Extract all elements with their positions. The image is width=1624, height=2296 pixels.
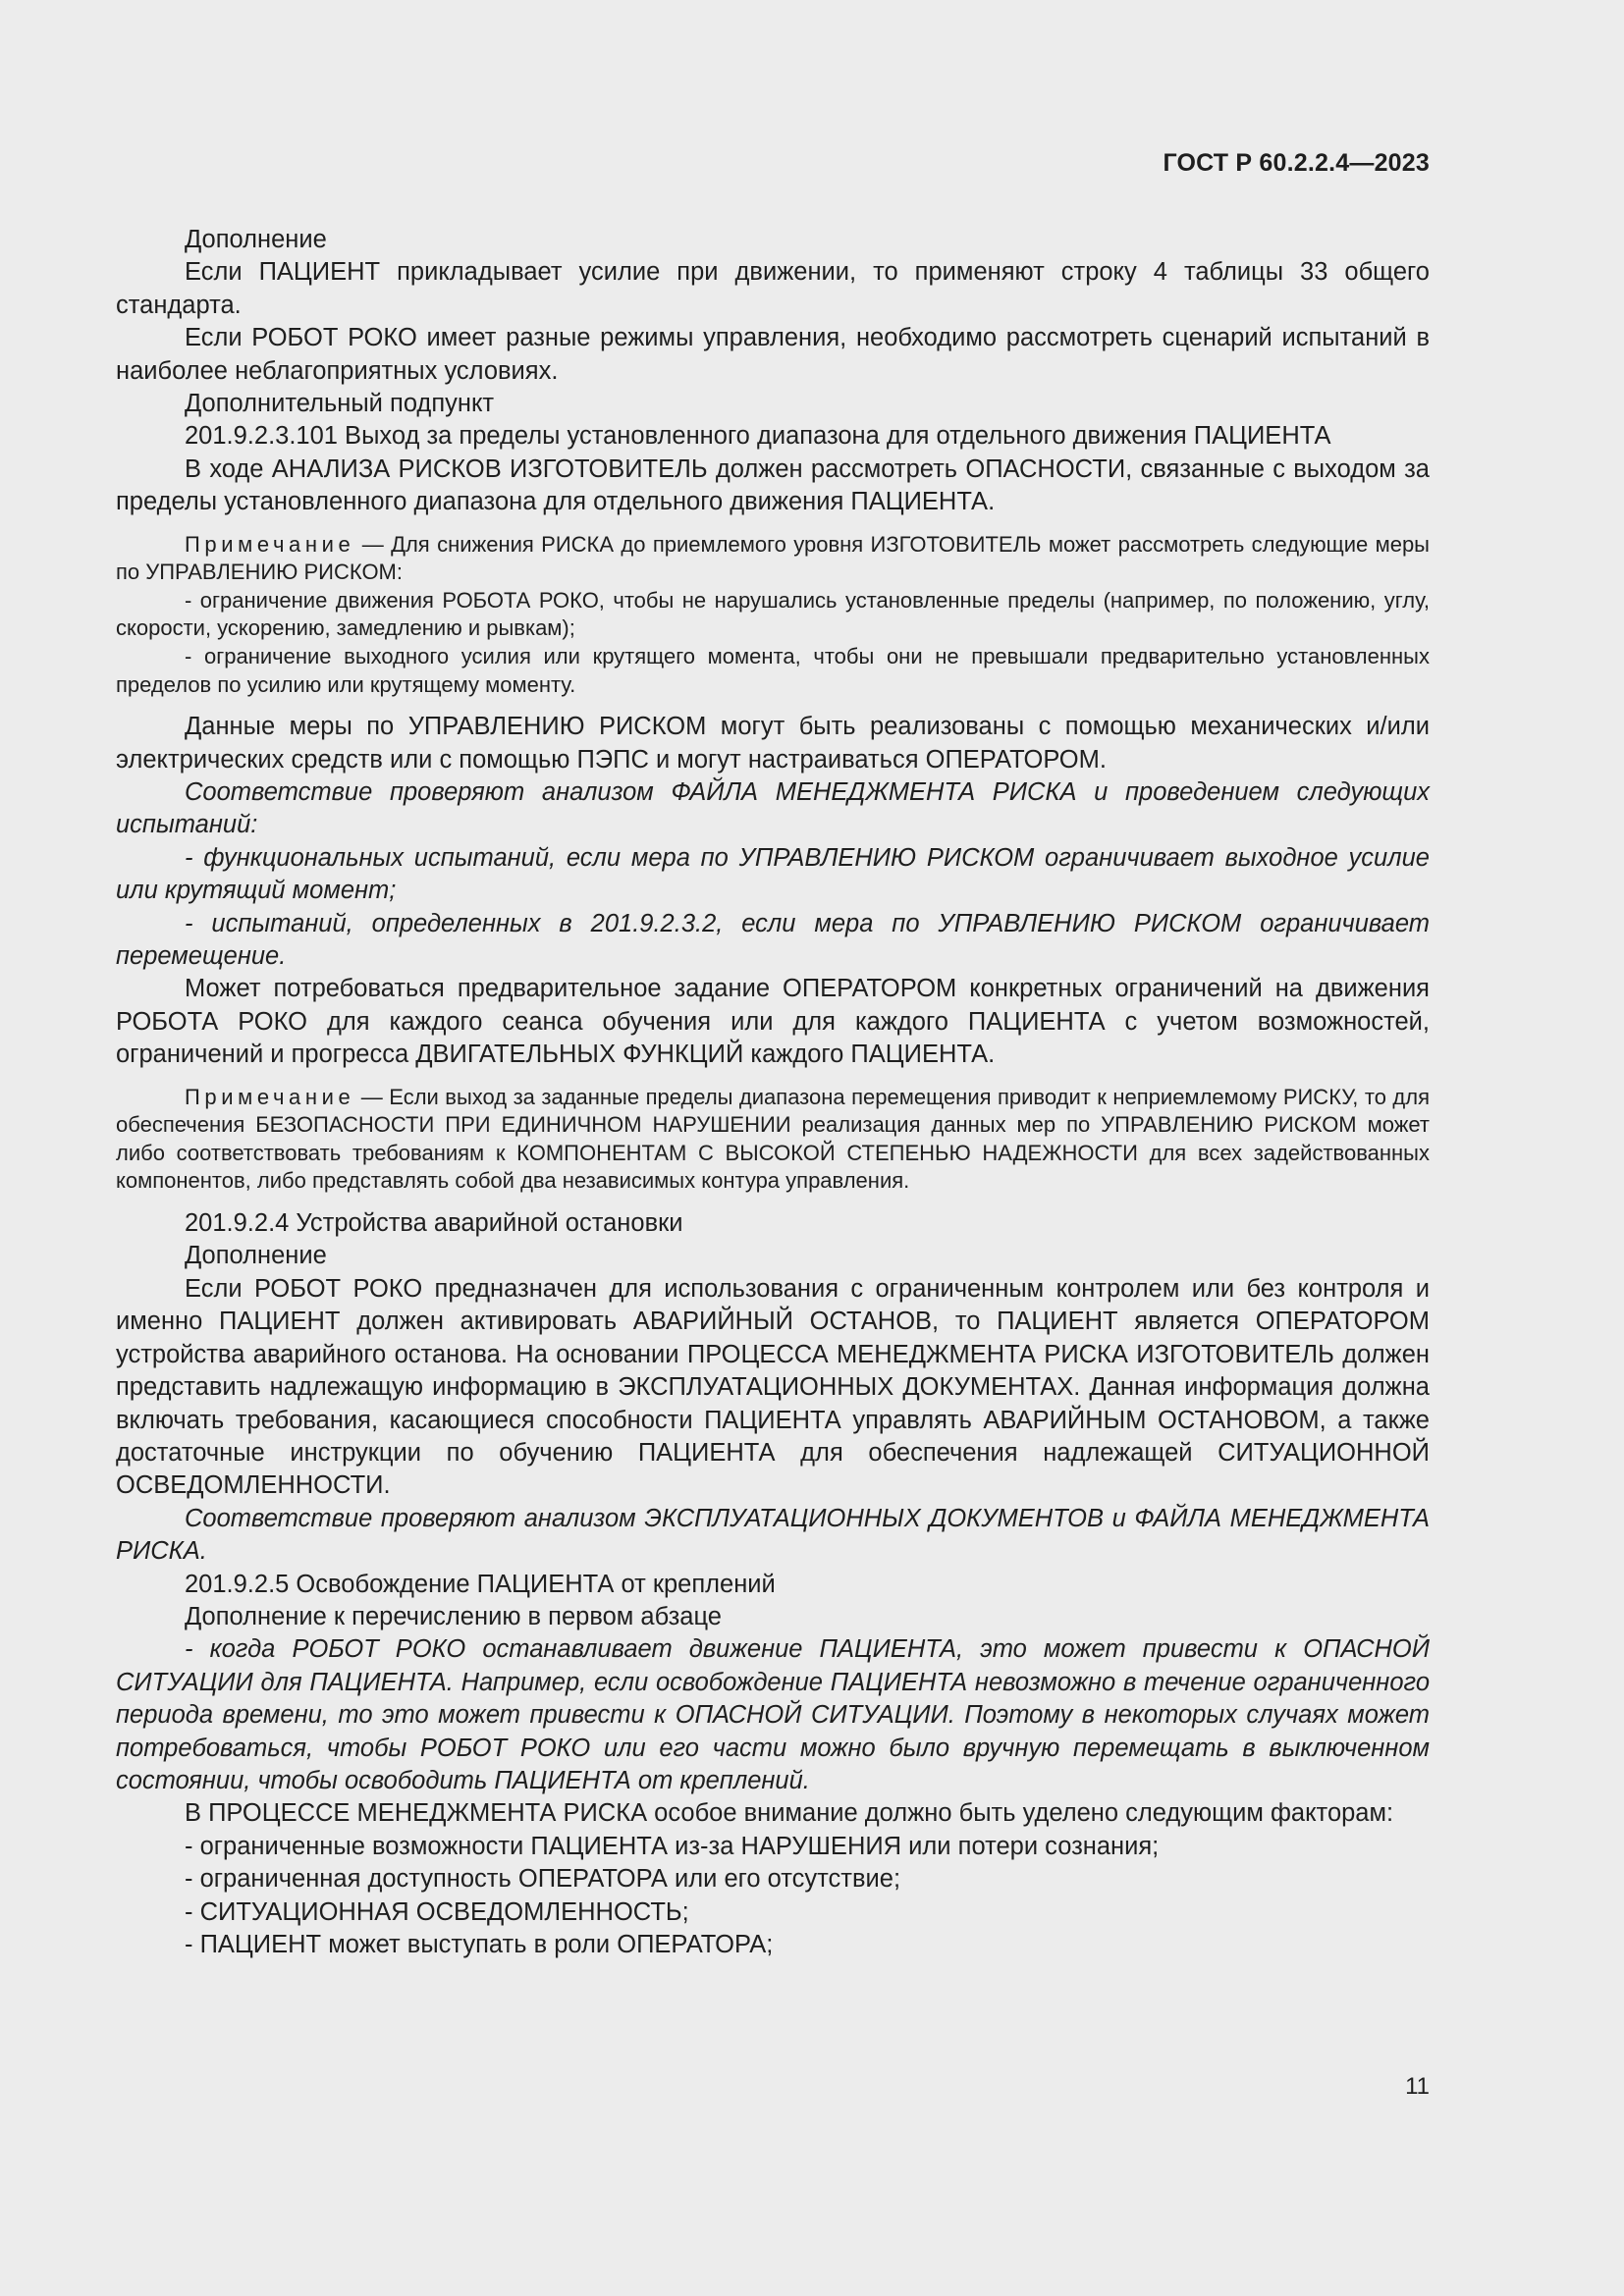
note-list-item: - ограничение выходного усилия или крутящего момента, чтобы они не превышали предварительно установленных пределов по усилию или крутящему моменту. — [116, 644, 1430, 697]
page-number: 11 — [1405, 2073, 1430, 2100]
compliance-paragraph: Соответствие проверяют анализом ФАЙЛА МЕНЕДЖМЕНТА РИСКА и проведением следующих испытаний: — [116, 778, 1430, 839]
paragraph: Данные меры по УПРАВЛЕНИЮ РИСКОМ могут быть реализованы с помощью механических и/или электрических средств или с помощью ПЭПС и могут настраиваться ОПЕРАТОРОМ. — [116, 713, 1430, 774]
note-text: — Для снижения РИСКА до приемлемого уровня ИЗГОТОВИТЕЛЬ может рассмотреть следующие меры по УПРАВЛЕНИЮ РИСКОМ: — [116, 531, 1430, 585]
section-label: Дополнительный подпункт — [185, 390, 495, 418]
paragraph: Если РОБОТ РОКО имеет разные режимы управления, необходимо рассмотреть сценарий испытаний в наиболее неблагоприятных условиях. — [116, 324, 1430, 385]
compliance-list-item: - функциональных испытаний, если мера по УПРАВЛЕНИЮ РИСКОМ ограничивает выходное усилие или крутящий момент; — [116, 843, 1430, 905]
subclause-heading: 201.9.2.4 Устройства аварийной остановки — [185, 1209, 683, 1238]
note-list-item: - ограничение движения РОБОТА РОКО, чтобы не нарушались установленные пределы (например, по положению, углу, скорости, ускорению, замедлению и рывкам); — [116, 587, 1430, 641]
note — [116, 1084, 1430, 1196]
document-code: ГОСТ Р 60.2.2.4—2023 — [1163, 149, 1430, 177]
compliance-paragraph: Соответствие проверяют анализом ЭКСПЛУАТАЦИОННЫХ ДОКУМЕНТОВ и ФАЙЛА МЕНЕДЖМЕНТА РИСКА. — [116, 1504, 1430, 1566]
paragraph: Может потребоваться предварительное задание ОПЕРАТОРОМ конкретных ограничений на движения РОБОТА РОКО для каждого сеанса обучения или для каждого ПАЦИЕНТА с учетом возможностей, ограничений и прогресса ДВИГАТЕЛЬНЫХ ФУНКЦИЙ каждого ПАЦИЕНТА. — [116, 975, 1430, 1069]
note — [116, 531, 1430, 587]
subclause-heading: 201.9.2.5 Освобождение ПАЦИЕНТА от креплений — [185, 1570, 776, 1598]
paragraph: Если ПАЦИЕНТ прикладывает усилие при движении, то применяют строку 4 таблицы 33 общего стандарта. — [116, 258, 1430, 319]
section-label: Дополнение — [185, 226, 327, 253]
paragraph: В ПРОЦЕССЕ МЕНЕДЖМЕНТА РИСКА особое внимание должно быть уделено следующим факторам: — [185, 1799, 1394, 1828]
list-item: - ограниченные возможности ПАЦИЕНТА из-за НАРУШЕНИЯ или потери сознания; — [185, 1832, 1160, 1860]
paragraph: - когда РОБОТ РОКО останавливает движение ПАЦИЕНТА, это может привести к ОПАСНОЙ СИТУАЦИИ для ПАЦИЕНТА. Например, если освобождение ПАЦИЕНТА невозможно в течение ограниченного периода времени, то это может привести к ОПАСНОЙ СИТУАЦИИ. Поэтому в некоторых случаях может потребоваться, чтобы РОБОТ РОКО или его части можно было вручную перемещать в выключенном состоянии, чтобы освободить ПАЦИЕНТА от креплений. — [116, 1635, 1430, 1794]
list-item: - СИТУАЦИОННАЯ ОСВЕДОМЛЕННОСТЬ; — [185, 1897, 689, 1926]
section-label: Дополнение — [185, 1242, 327, 1270]
list-item: - ограниченная доступность ОПЕРАТОРА или его отсутствие; — [185, 1865, 901, 1894]
subclause-heading: 201.9.2.3.101 Выход за пределы установленного диапазона для отдельного движения ПАЦИЕНТА — [185, 422, 1331, 451]
note-text: — Если выход за заданные пределы диапазона перемещения приводит к неприемлемому РИСКУ, то для обеспечения БЕЗОПАСНОСТИ ПРИ ЕДИНИЧНОМ НАРУШЕНИИ реализация данных мер по УПРАВЛЕНИЮ РИСКОМ может либо соответствовать требованиям к КОМПОНЕНТАМ С ВЫСОКОЙ СТЕПЕНЬЮ НАДЕЖНОСТИ для всех задействованных компонентов, либо представлять собой два независимых контура управления. — [116, 1084, 1430, 1194]
paragraph: Если РОБОТ РОКО предназначен для использования с ограниченным контролем или без контроля и именно ПАЦИЕНТ должен активировать АВАРИЙНЫЙ ОСТАНОВ, то ПАЦИЕНТ является ОПЕРАТОРОМ устройства аварийного останова. На основании ПРОЦЕССА МЕНЕДЖМЕНТА РИСКА ИЗГОТОВИТЕЛЬ должен представить надлежащую информацию в ЭКСПЛУАТАЦИОННЫХ ДОКУМЕНТАХ. Данная информация должна включать требования, касающиеся способности ПАЦИЕНТА управлять АВАРИЙНЫМ ОСТАНОВОМ, а также достаточные инструкции по обучению ПАЦИЕНТА для обеспечения надлежащей СИТУАЦИОННОЙ ОСВЕДОМЛЕННОСТИ. — [116, 1274, 1430, 1500]
note-label: Примечание — [185, 531, 355, 557]
note-label: Примечание — [185, 1084, 355, 1109]
section-label: Дополнение к перечислению в первом абзаце — [185, 1602, 722, 1630]
document-body — [116, 224, 1430, 1961]
paragraph: В ходе АНАЛИЗА РИСКОВ ИЗГОТОВИТЕЛЬ должен рассмотреть ОПАСНОСТИ, связанные с выходом за пределы установленного диапазона для отдельного движения ПАЦИЕНТА. — [116, 454, 1430, 516]
list-item: - ПАЦИЕНТ может выступать в роли ОПЕРАТОРА; — [185, 1931, 774, 1958]
compliance-list-item: - испытаний, определенных в 201.9.2.3.2, если мера по УПРАВЛЕНИЮ РИСКОМ ограничивает перемещение. — [116, 909, 1430, 971]
